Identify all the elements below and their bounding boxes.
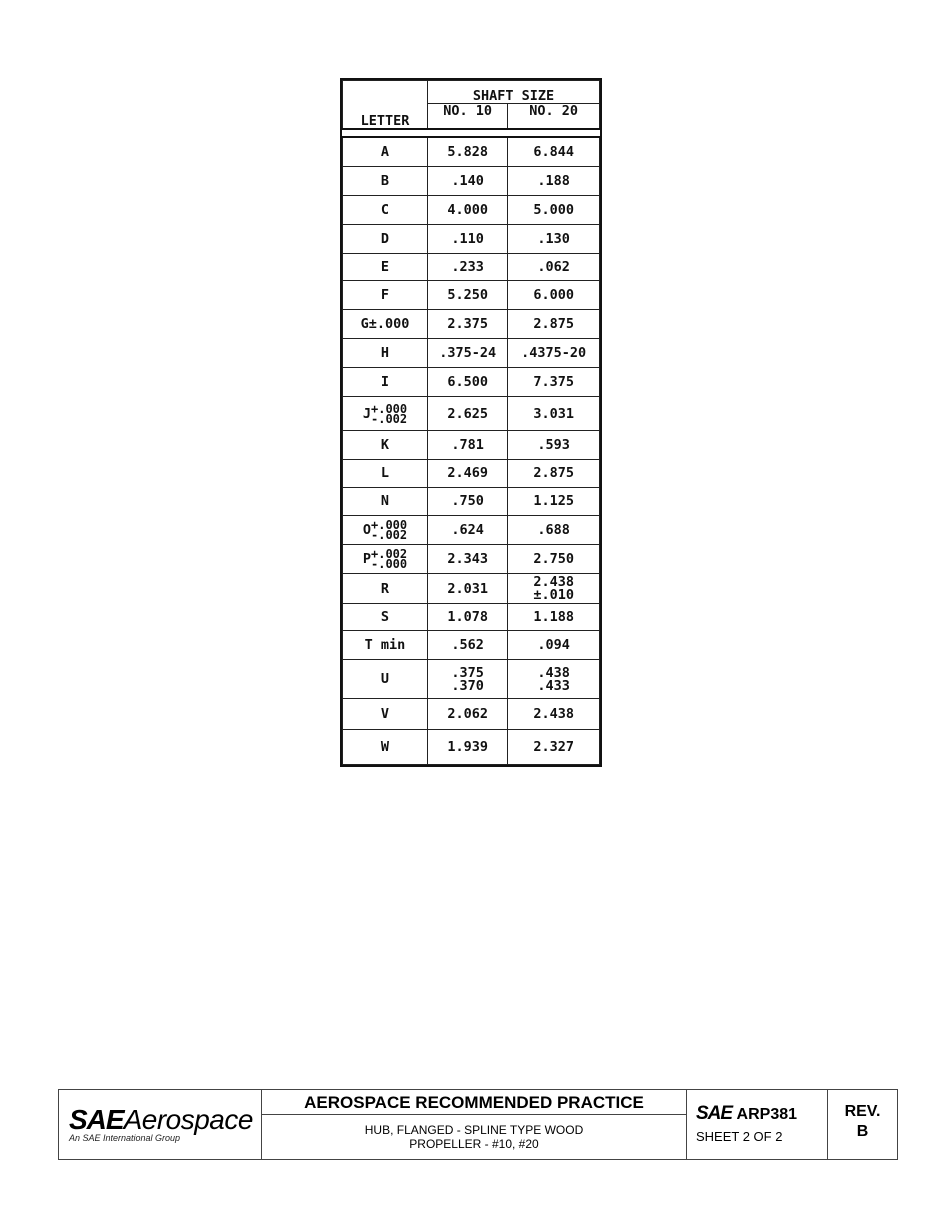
value-no20 (508, 430, 600, 459)
value-text: 4.000 (447, 201, 488, 218)
letter-text: D (380, 230, 390, 247)
tolerance-lower: -.002 (371, 411, 408, 426)
letter-text: O (362, 521, 371, 538)
document-type: AEROSPACE RECOMMENDED PRACTICE (262, 1090, 686, 1115)
value-text: 2.438 (533, 705, 574, 722)
table-row (343, 729, 600, 764)
value-no10 (428, 310, 508, 339)
value-no10 (428, 339, 508, 368)
header-separator (343, 129, 600, 137)
value-text: .438 (537, 664, 570, 681)
value-text: .140 (451, 172, 484, 189)
row-letter (343, 459, 428, 487)
letter-text: B (380, 172, 390, 189)
value-no10 (428, 137, 508, 166)
value-text: 2.375 (447, 316, 488, 333)
table-row (343, 224, 600, 253)
row-letter (343, 631, 428, 660)
row-letter (343, 310, 428, 339)
value-no10 (428, 660, 508, 698)
tolerance-upper: +.000 (371, 517, 408, 532)
title-line-1: HUB, FLANGED - SPLINE TYPE WOOD (364, 1123, 584, 1137)
value-text: 6.844 (533, 143, 574, 160)
table-row (343, 397, 600, 430)
value-no10 (428, 195, 508, 224)
value-stack (451, 664, 484, 694)
logo-sae-mark: SAE (69, 1104, 124, 1135)
value-text-secondary: .370 (451, 677, 484, 694)
row-letter (343, 545, 428, 574)
document-title (262, 1115, 686, 1159)
value-text: 5.250 (447, 287, 488, 304)
table-row (343, 253, 600, 280)
value-text: .750 (451, 493, 484, 510)
value-text-secondary: ±.010 (533, 587, 574, 604)
table-row (343, 631, 600, 660)
value-no20 (508, 195, 600, 224)
revision-cell (828, 1090, 897, 1159)
revision-label: REV. (844, 1103, 881, 1120)
tolerance-upper: +.002 (371, 547, 408, 562)
letter-text: L (380, 465, 390, 482)
value-text: 2.343 (447, 551, 488, 568)
shaft-size-table-frame (340, 78, 602, 767)
table-row (343, 339, 600, 368)
row-letter (343, 397, 428, 430)
table-row (343, 660, 600, 698)
value-text: 2.438 (533, 574, 574, 591)
value-no10 (428, 397, 508, 430)
letter-text: T min (364, 637, 406, 654)
value-text: 2.750 (533, 551, 574, 568)
table-row (343, 368, 600, 397)
value-no20 (508, 574, 600, 604)
value-no20 (508, 545, 600, 574)
value-stack (533, 576, 574, 602)
letter-text: I (380, 374, 390, 391)
value-no20 (508, 604, 600, 631)
table-row (343, 195, 600, 224)
value-no10 (428, 430, 508, 459)
letter-with-tolerance (362, 547, 408, 572)
header-no10: NO. 10 (428, 104, 508, 130)
value-no20 (508, 515, 600, 544)
value-text: 1.188 (533, 609, 574, 626)
sae-small-logo: SAE (696, 1103, 733, 1124)
document-number: ARP381 (736, 1106, 798, 1123)
value-text: 5.000 (533, 201, 574, 218)
logo-subtitle: An SAE International Group (69, 1133, 181, 1143)
value-text: .624 (451, 521, 484, 538)
letter-with-tolerance (362, 401, 408, 426)
value-no10 (428, 698, 508, 729)
letter-text: R (380, 580, 390, 597)
value-text: .130 (537, 230, 570, 247)
title-block (58, 1089, 898, 1160)
row-letter (343, 253, 428, 280)
value-text: 1.078 (447, 609, 488, 626)
header-letter: LETTER (343, 81, 428, 130)
value-no10 (428, 368, 508, 397)
value-no20 (508, 397, 600, 430)
table-row (343, 281, 600, 310)
value-text: 1.939 (447, 738, 488, 755)
document-number-cell (687, 1090, 828, 1159)
sae-aerospace-logo (59, 1090, 262, 1159)
value-text: .062 (537, 258, 570, 275)
table-row (343, 545, 600, 574)
value-text: 2.469 (447, 465, 488, 482)
letter-text: P (362, 551, 371, 568)
letter-text: G±.000 (360, 316, 410, 333)
value-no10 (428, 574, 508, 604)
value-text-secondary: .433 (537, 677, 570, 694)
row-letter (343, 137, 428, 166)
title-block-middle (262, 1090, 687, 1159)
value-no20 (508, 368, 600, 397)
letter-text: V (380, 705, 390, 722)
letter-text: F (380, 287, 390, 304)
tolerance-stack (371, 517, 408, 542)
table-row (343, 137, 600, 166)
value-text: .110 (451, 230, 484, 247)
row-letter (343, 660, 428, 698)
row-letter (343, 281, 428, 310)
value-text: .688 (537, 521, 570, 538)
row-letter (343, 698, 428, 729)
row-letter (343, 339, 428, 368)
row-letter (343, 166, 428, 195)
value-text: 2.625 (447, 405, 488, 422)
letter-text: C (380, 201, 390, 218)
value-text: 2.031 (447, 580, 488, 597)
tolerance-stack (371, 547, 408, 572)
sheet-number: SHEET 2 OF 2 (696, 1129, 783, 1144)
table-row (343, 698, 600, 729)
value-text: 2.327 (533, 738, 574, 755)
row-letter (343, 430, 428, 459)
letter-text: W (380, 738, 390, 755)
table-row (343, 574, 600, 604)
value-no10 (428, 281, 508, 310)
value-no20 (508, 631, 600, 660)
header-no20: NO. 20 (508, 104, 600, 130)
row-letter (343, 487, 428, 515)
value-text: .781 (451, 436, 484, 453)
value-no20 (508, 224, 600, 253)
table-row (343, 604, 600, 631)
value-no20 (508, 660, 600, 698)
value-no20 (508, 310, 600, 339)
title-line-2: PROPELLER - #10, #20 (409, 1137, 539, 1151)
value-no10 (428, 253, 508, 280)
row-letter (343, 224, 428, 253)
tolerance-stack (371, 401, 408, 426)
value-no20 (508, 281, 600, 310)
table-row (343, 430, 600, 459)
header-shaft-size: SHAFT SIZE (428, 81, 600, 104)
value-no20 (508, 339, 600, 368)
table-row (343, 310, 600, 339)
table-body (343, 137, 600, 765)
logo-aerospace-text: Aerospace (123, 1104, 253, 1135)
letter-with-tolerance (362, 517, 408, 542)
value-text: 6.000 (533, 287, 574, 304)
shaft-size-table (342, 80, 600, 765)
revision-value: B (856, 1123, 869, 1140)
letter-text: A (380, 143, 390, 160)
value-text: 7.375 (533, 374, 574, 391)
tolerance-upper: +.000 (371, 401, 408, 416)
value-no20 (508, 166, 600, 195)
value-text: .375-24 (439, 345, 497, 362)
tolerance-lower: -.000 (371, 557, 408, 572)
value-no10 (428, 515, 508, 544)
value-no10 (428, 631, 508, 660)
value-text: .375 (451, 664, 484, 681)
value-no10 (428, 545, 508, 574)
value-no10 (428, 459, 508, 487)
value-text: .188 (537, 172, 570, 189)
value-stack (537, 664, 570, 694)
value-text: .4375-20 (521, 345, 587, 362)
row-letter (343, 729, 428, 764)
value-text: 2.875 (533, 465, 574, 482)
letter-text: S (380, 609, 390, 626)
tolerance-lower: -.002 (371, 527, 408, 542)
value-no20 (508, 729, 600, 764)
value-no10 (428, 224, 508, 253)
value-text: .562 (451, 637, 484, 654)
letter-text: K (380, 436, 390, 453)
value-text: .233 (451, 258, 484, 275)
value-text: .094 (537, 637, 570, 654)
row-letter (343, 604, 428, 631)
table-row (343, 487, 600, 515)
row-letter (343, 515, 428, 544)
value-text: 2.875 (533, 316, 574, 333)
value-no10 (428, 604, 508, 631)
row-letter (343, 574, 428, 604)
table-row (343, 459, 600, 487)
value-no10 (428, 166, 508, 195)
letter-text: J (362, 405, 371, 422)
value-no20 (508, 487, 600, 515)
table-row (343, 166, 600, 195)
value-no20 (508, 253, 600, 280)
table-row (343, 515, 600, 544)
value-text: 2.062 (447, 705, 488, 722)
letter-text: U (380, 671, 390, 688)
value-no20 (508, 459, 600, 487)
row-letter (343, 368, 428, 397)
value-text: 3.031 (533, 405, 574, 422)
letter-text: E (380, 258, 390, 275)
value-text: 5.828 (447, 143, 488, 160)
row-letter (343, 195, 428, 224)
value-text: 6.500 (447, 374, 488, 391)
value-text: .593 (537, 436, 570, 453)
letter-text: H (380, 345, 390, 362)
value-no20 (508, 698, 600, 729)
value-no10 (428, 487, 508, 515)
letter-text: N (380, 493, 390, 510)
value-no10 (428, 729, 508, 764)
value-text: 1.125 (533, 493, 574, 510)
value-no20 (508, 137, 600, 166)
